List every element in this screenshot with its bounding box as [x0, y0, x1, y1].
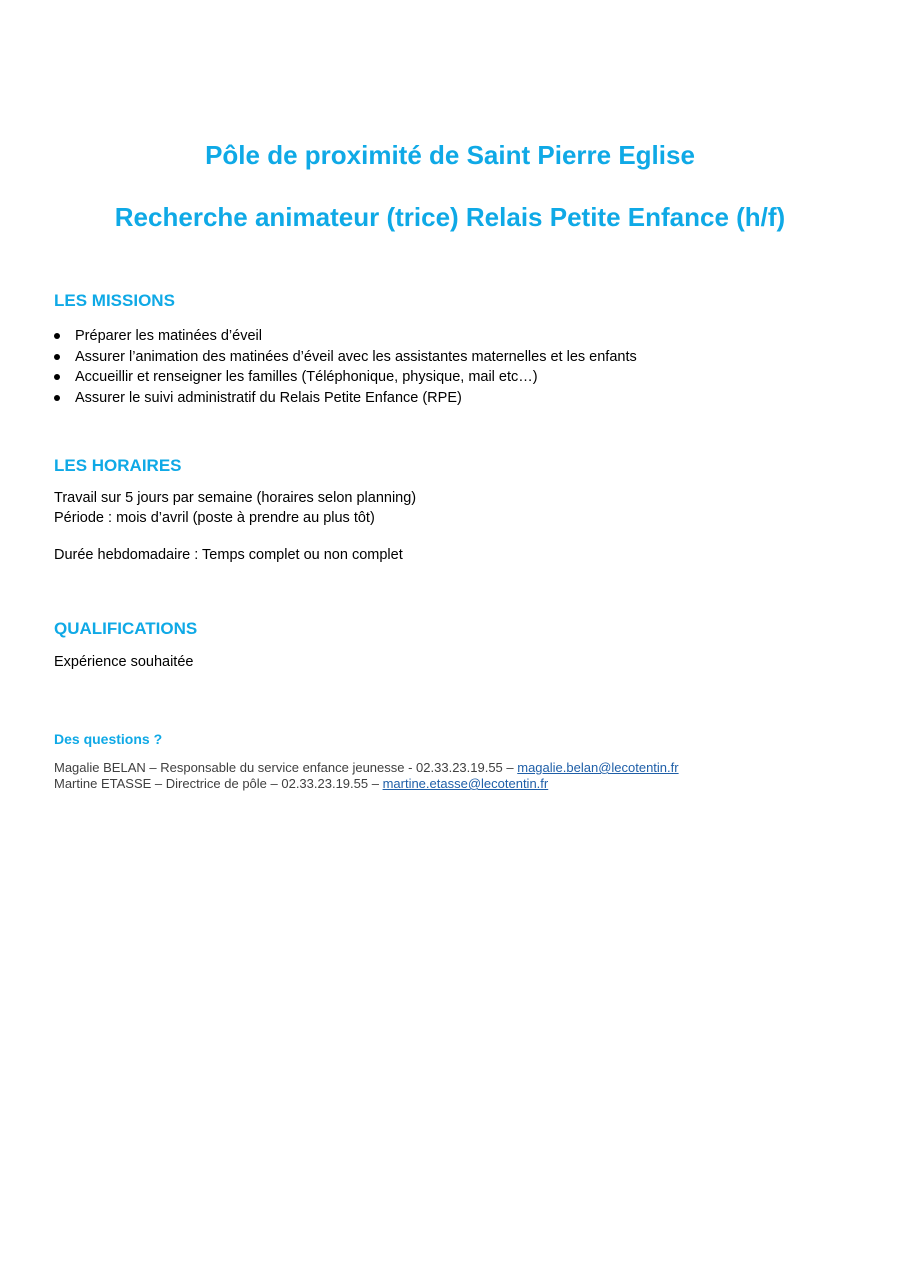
document-title: Pôle de proximité de Saint Pierre Eglise — [205, 140, 695, 170]
contact-text: Magalie BELAN – Responsable du service enfance jeunesse - 02.33.23.19.55 – — [54, 760, 518, 775]
mission-text: Accueillir et renseigner les familles (Téléphonique, physique, mail etc…) — [75, 369, 538, 385]
horaires-periode: Période : mois d’avril (poste à prendre au plus tôt) — [54, 510, 375, 526]
mission-text: Assurer le suivi administratif du Relais Petite Enfance (RPE) — [75, 389, 462, 406]
mission-text: Assurer l’animation des matinées d’éveil avec les assistantes maternelles et les enfants — [75, 348, 637, 365]
qualifications-text: Expérience souhaitée — [54, 654, 194, 670]
horaires-travail: Travail sur 5 jours par semaine (horaires selon planning) — [54, 490, 417, 506]
questions-heading: Des questions ? — [54, 731, 163, 747]
contact-line-etasse — [54, 776, 548, 792]
mission-text: Préparer les matinées d’éveil — [75, 328, 262, 344]
contact-line-belan — [54, 760, 679, 776]
bullet-icon — [54, 333, 60, 339]
bullet-icon — [54, 374, 60, 380]
job-title: Recherche animateur (trice) Relais Petite Enfance (h/f) — [114, 202, 786, 232]
list-item — [54, 347, 637, 368]
bullet-icon — [54, 354, 60, 360]
list-item — [54, 388, 637, 409]
bullet-icon — [54, 395, 60, 401]
missions-list — [54, 326, 637, 408]
list-item — [54, 326, 637, 347]
horaires-heading: LES HORAIRES — [54, 456, 182, 475]
horaires-duree: Durée hebdomadaire : Temps complet ou non complet — [54, 547, 403, 563]
qualifications-heading: QUALIFICATIONS — [54, 619, 198, 638]
contact-text: Martine ETASSE – Directrice de pôle – 02.33.23.19.55 – — [54, 776, 383, 791]
missions-heading: LES MISSIONS — [54, 291, 175, 310]
email-link-etasse[interactable]: martine.etasse@lecotentin.fr — [382, 776, 549, 791]
email-link-belan[interactable]: magalie.belan@lecotentin.fr — [517, 760, 679, 775]
list-item — [54, 367, 637, 388]
